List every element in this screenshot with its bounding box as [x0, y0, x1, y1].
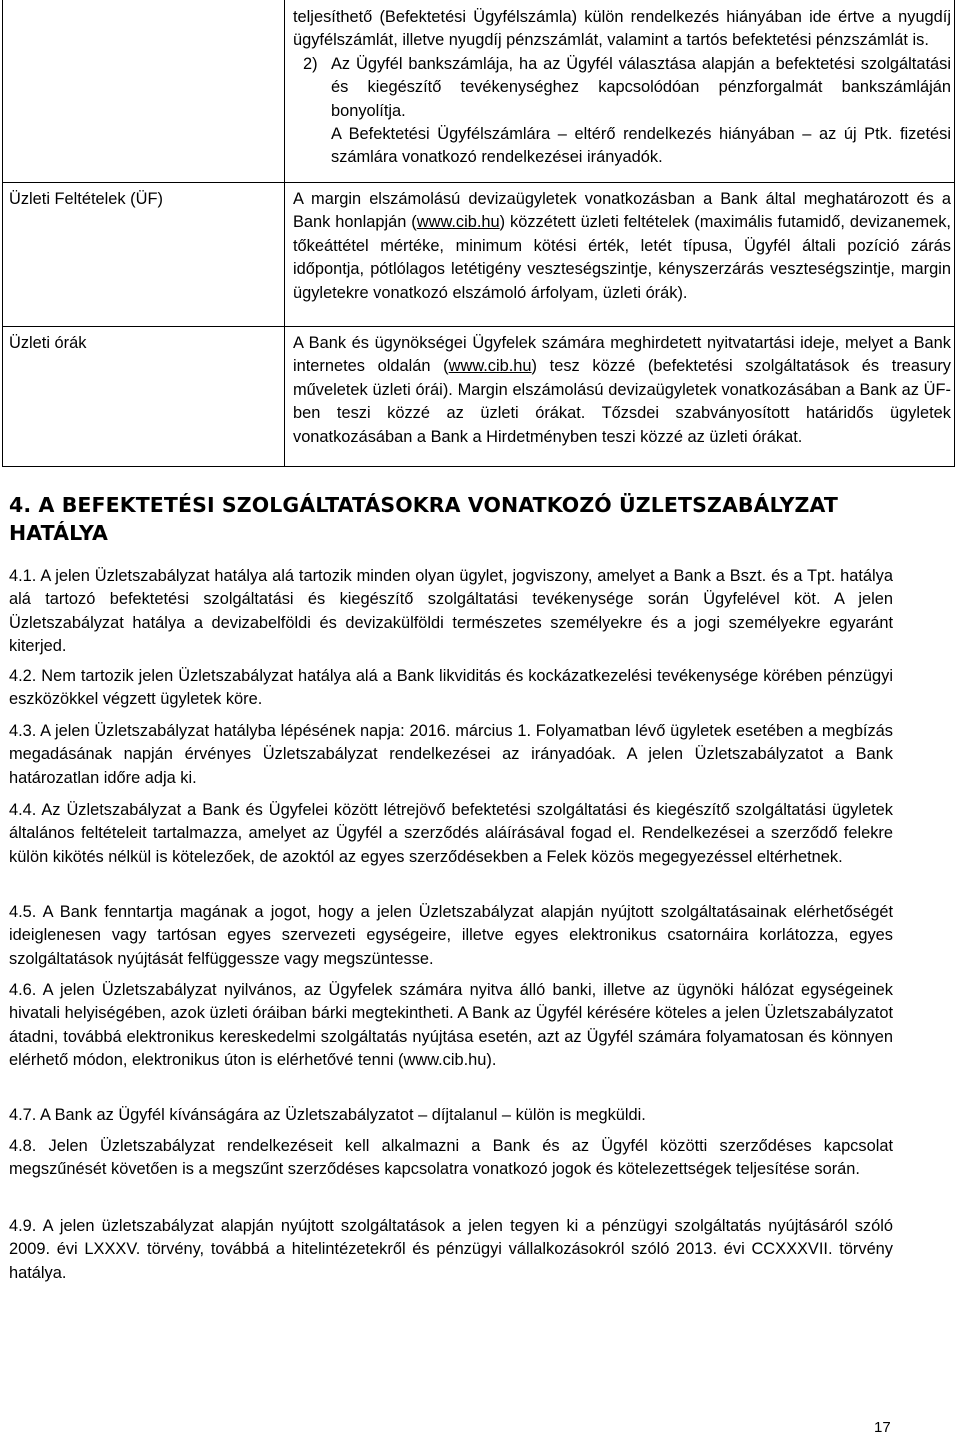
paragraph-4-8: 4.8. Jelen Üzletszabályzat rendelkezéseit kell alkalmazni a Bank és az Ügyfél közötti szerződéses kapcsolat megszűnését követően is a megszűnt szerződéses kapcsolatra vonatkozó jogok és kötelezettségek teljesítése során.	[9, 1137, 893, 1179]
definition-text-after: ) tesz közzé (befektetési szolgáltatások és treasury műveletek üzleti órái). Margin elszámolású devizaügyletek vonatkozásában a Bank az ÜF-ben teszi közzé az üzleti órákat. Tőzsdei szabványosított határidős ügyletek vonatkozásában a Bank a Hirdetményben teszi közzé az üzleti órákat.	[293, 357, 951, 446]
paragraph-4-4: 4.4. Az Üzletszabályzat a Bank és Ügyfelei között létrejövő befektetési szolgáltatási és kiegészítő szolgáltatási ügyletek általános feltételeit tartalmazza, amelyet az Ügyfél a szerződés aláírásával fogad el. Rendelkezései a szerződő felekre külön kikötés nélkül is kötelezőek, de azoktól az egyes szerződésekben a Felek közös megegyezéssel eltérhetnek.	[9, 801, 893, 866]
list-item	[293, 53, 951, 123]
definition-text-after: ) közzétett üzleti feltételek (maximális futamidő, devizanemek, tőkeáttétel mértéke, minimum kötési érték, letét típusa, Ügyfél általi pozíció zárás időpontja, pótlólagos letétigény veszteségszintje, kényszerzárás veszteségszintje, margin ügyletekre vonatkozó elszámoló árfolyam, üzleti órák).	[293, 213, 951, 302]
continuation-note-text: A Befektetési Ügyfélszámlára – eltérő rendelkezés hiányában – az új Ptk. fizetési számlára vonatkozó rendelkezései irányadók.	[331, 125, 951, 167]
table-column-divider	[284, 0, 285, 466]
term-uzleti-orak: Üzleti órák	[9, 334, 87, 352]
definition-uzleti-orak	[293, 332, 951, 449]
paragraph-4-7: 4.7. A Bank az Ügyfél kívánságára az Üzletszabályzatot – díjtalanul – külön is megküldi.	[9, 1106, 646, 1124]
continuation-definition-cell	[293, 6, 951, 170]
paragraph-4-6: 4.6. A jelen Üzletszabályzat nyilvános, az Ügyfelek számára nyitva álló banki, illetve az ügynöki hálózat egységeinek hivatali helyiségében, azok üzleti óráiban bárki megtekintheti. A Bank az Ügyfél kérésére köteles a jelen Üzletszabályzatot átadni, továbbá elektronikus kereskedelmi szolgáltatás nyújtása esetén, azt az Ügyfél számára folyamatosan és könnyen elérhető módon, elektronikus úton is elérhetővé tenni (www.cib.hu).	[9, 981, 893, 1070]
cib-website-link[interactable]: www.cib.hu	[448, 357, 532, 376]
section-heading: 4. A BEFEKTETÉSI SZOLGÁLTATÁSOKRA VONATKOZÓ ÜZLETSZABÁLYZAT HATÁLYA	[9, 493, 838, 545]
definition-uzleti-feltetelek	[293, 188, 951, 305]
definition-text-before: A margin elszámolású devizaügyletek vonatkozásban a Bank által meghatározott és a Bank honlapján (	[293, 190, 951, 232]
definitions-table	[2, 0, 955, 467]
page-number: 17	[874, 1419, 891, 1436]
paragraph-4-9: 4.9. A jelen üzletszabályzat alapján nyújtott szolgáltatások a jelen tegyen ki a pénzügyi szolgáltatás nyújtásáról szóló 2009. évi LXXXV. törvény, továbbá a hitelintézetekről és pénzügyi vállalkozásokról szóló 2013. évi CCXXXVII. törvény hatálya.	[9, 1217, 893, 1282]
term-uzleti-feltetelek: Üzleti Feltételek (ÜF)	[9, 190, 163, 208]
definition-text	[293, 332, 951, 449]
table-row-divider	[3, 326, 954, 327]
paragraph-4-3: 4.3. A jelen Üzletszabályzat hatályba lépésének napja: 2016. március 1. Folyamatban lévő ügyletek esetében a megbízás megadásának napján érvényes Üzletszabályzat rendelkezései az irányadóak. A jelen Üzletszabályzatot a Bank határozatlan időre adja ki.	[9, 722, 893, 787]
definition-text	[293, 188, 951, 305]
list-item-number: 2)	[303, 54, 318, 73]
paragraph-4-1: 4.1. A jelen Üzletszabályzat hatálya alá tartozik minden olyan ügylet, jogviszony, amelyet a Bank a Bszt. és a Tpt. hatálya alá tartozó befektetési szolgáltatási és kiegészítő szolgáltatási tevékenysége során Ügyfelével köt. A jelen Üzletszabályzat hatálya a devizabelföldi és devizakülföldi természetes személyekre és a jogi személyekre egyaránt kiterjed.	[9, 567, 893, 656]
paragraph-4-2: 4.2. Nem tartozik jelen Üzletszabályzat hatálya alá a Bank likviditás és kockázatkezelési tevékenysége körében pénzügyi eszközökkel végzett ügyletek köre.	[9, 667, 893, 709]
list-item-text: Az Ügyfél bankszámlája, ha az Ügyfél választása alapján a befektetési szolgáltatási és kiegészítő tevékenységhez kapcsolódóan pénzforgalmát bankszámláján bonyolítja.	[331, 54, 951, 120]
cib-website-link[interactable]: www.cib.hu	[416, 213, 500, 232]
continuation-intro-text: teljesíthető (Befektetési Ügyfélszámla) külön rendelkezés hiányában ide értve a nyugdíj ügyfélszámlát, illetve nyugdíj pénzszámlát, valamint a tartós befektetési pénzszámlát is.	[293, 8, 951, 50]
paragraph-4-5: 4.5. A Bank fenntartja magának a jogot, hogy a jelen Üzletszabályzat alapján nyújtott szolgáltatásainak elérhetőségét ideiglenesen vagy tartósan egyes szervezeti egységeire, illetve egyes elektronikus csatornáira korlátozza, egyes szolgáltatások nyújtását felfüggessze vagy megszüntesse.	[9, 903, 893, 968]
table-row-divider	[3, 182, 954, 183]
definition-text-before: A Bank és ügynökségei Ügyfelek számára meghirdetett nyitvatartási ideje, melyet a Bank internetes oldalán (	[293, 334, 951, 376]
